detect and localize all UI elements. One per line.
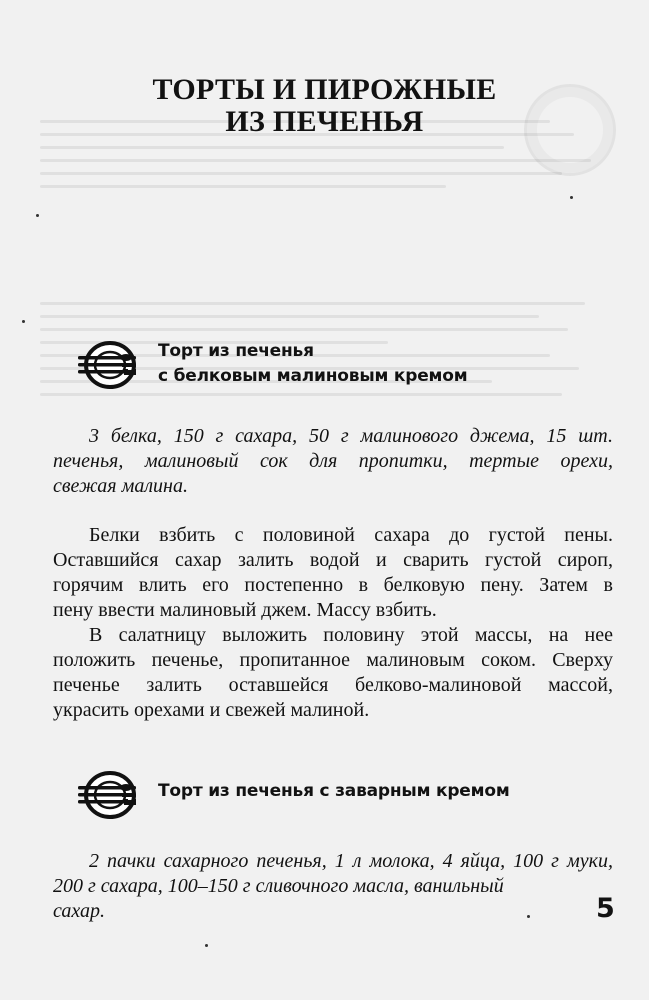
ingredients-line: 200 г сахара, 100–150 г сливочного масла, ванильный [53, 875, 504, 897]
ingredients-line: сахар. [53, 900, 105, 922]
print-speck [570, 196, 573, 199]
recipe-2-ingredients [53, 849, 613, 924]
recipe-1-title-line-2: с белковым малиновым кремом [158, 366, 468, 386]
text-line: В салатницу выложить половину этой массы, на нее [89, 624, 613, 646]
text-line: украсить орехами и свежей малиной. [53, 699, 370, 721]
ingredients-line: 2 пачки сахарного печенья, 1 л молока, 4 яйца, 100 г муки, [89, 850, 613, 872]
chapter-title [0, 74, 649, 138]
text-line: печенье залить оставшейся белково-малиновой массой, [53, 674, 613, 696]
recipe-1-title [158, 339, 467, 389]
recipe-2-title [158, 779, 510, 804]
text-line: горячим влить его постепенно в белковую пену. Затем в [53, 574, 613, 596]
recipe-1-paragraph-2 [53, 623, 613, 723]
print-speck [22, 320, 25, 323]
recipe-1-paragraph-1 [53, 523, 613, 623]
print-speck [205, 944, 208, 947]
page-number: 5 [596, 893, 615, 924]
plate-fork-knife-spoon-icon [76, 769, 138, 821]
plate-fork-knife-spoon-icon [76, 339, 138, 391]
recipe-2-title-line-1: Торт из печенья с заварным кремом [158, 781, 510, 801]
chapter-title-line-2: ИЗ ПЕЧЕНЬЯ [225, 105, 424, 138]
chapter-title-line-1: ТОРТЫ И ПИРОЖНЫЕ [152, 73, 497, 106]
text-line: Белки взбить с половиной сахара до густой пены. [89, 524, 613, 546]
print-speck [36, 214, 39, 217]
ingredients-line: 3 белка, 150 г сахара, 50 г малинового джема, 15 шт. [89, 425, 613, 447]
recipe-2-header [76, 769, 596, 829]
text-line: Оставшийся сахар залить водой и сварить густой сироп, [53, 549, 613, 571]
recipe-1-title-line-1: Торт из печенья [158, 341, 314, 361]
ingredients-line: свежая малина. [53, 475, 188, 497]
recipe-1-header [76, 339, 596, 399]
ingredients-line: печенья, малиновый сок для пропитки, тертые орехи, [53, 450, 613, 472]
recipe-1-ingredients [53, 424, 613, 499]
text-line: положить печенье, пропитанное малиновым соком. Сверху [53, 649, 613, 671]
text-line: пену ввести малиновый джем. Массу взбить. [53, 599, 437, 621]
print-speck [527, 915, 530, 918]
